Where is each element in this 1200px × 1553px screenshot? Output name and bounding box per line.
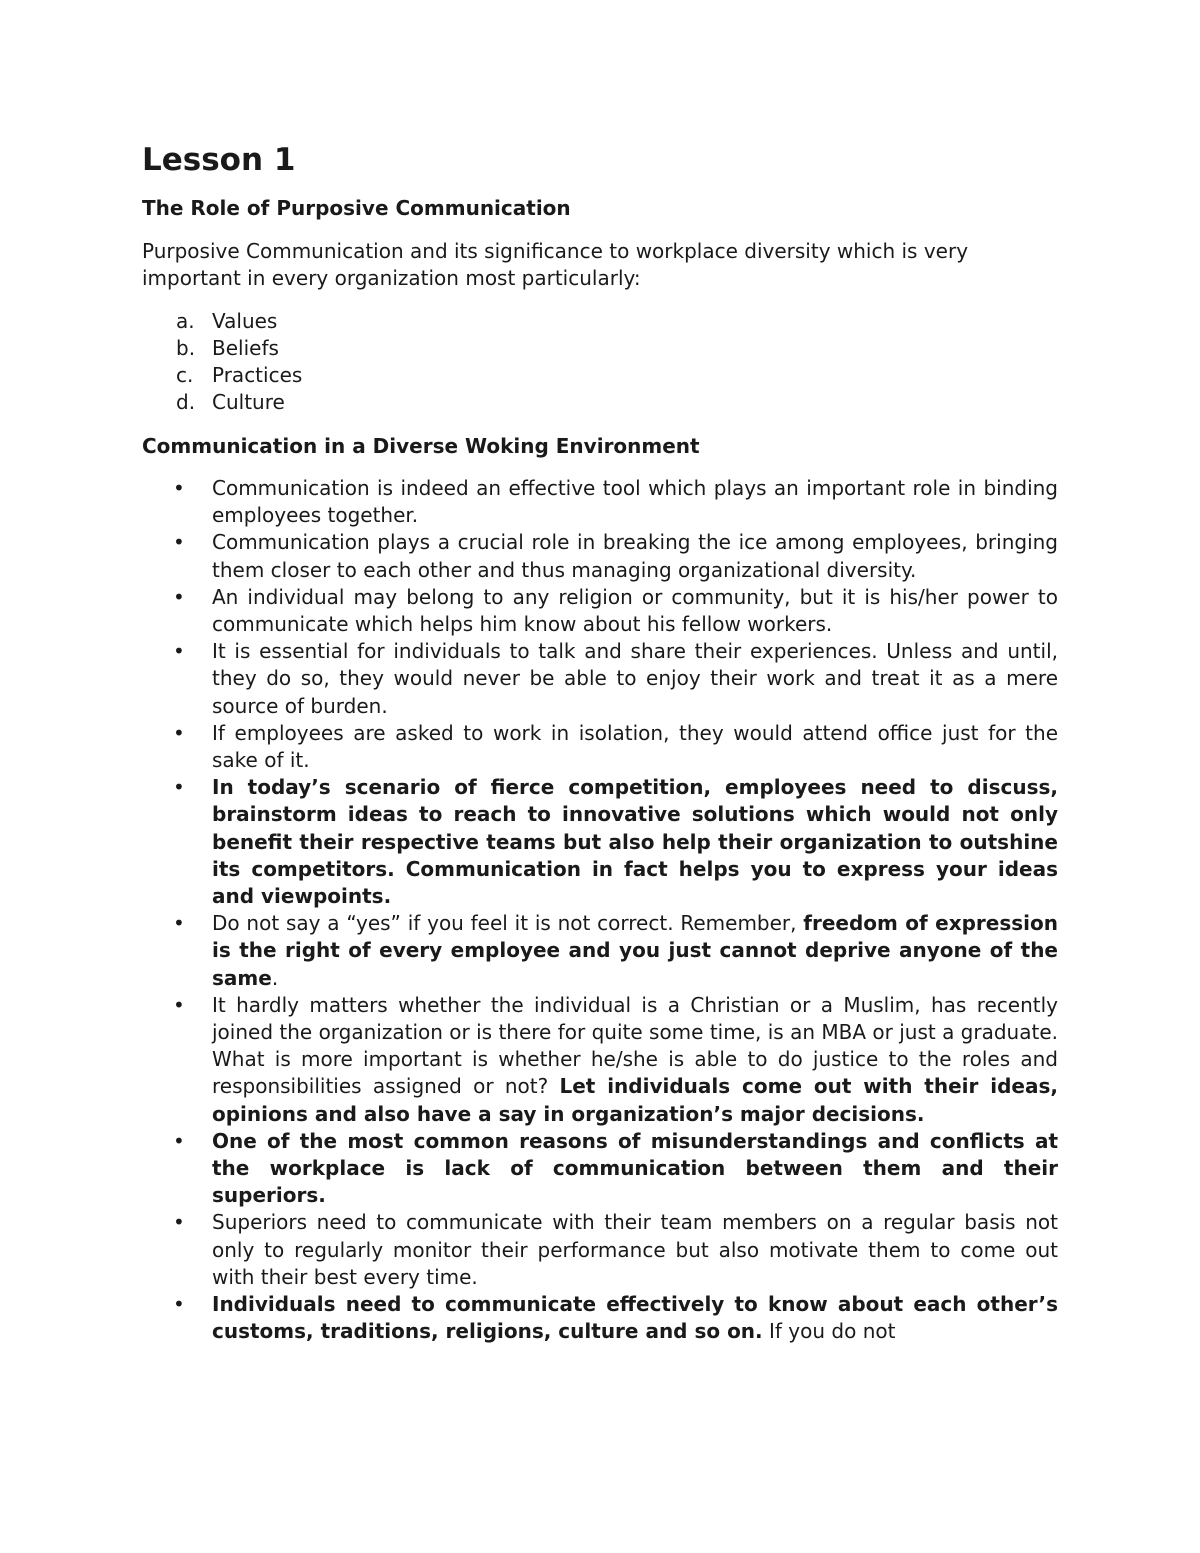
bullet-bold-text: freedom of expression is the right of every employee and you just cannot deprive anyone of the same xyxy=(212,911,1058,990)
bullet-item xyxy=(142,774,1058,910)
list-item xyxy=(142,308,302,335)
section-heading: Communication in a Diverse Woking Environment xyxy=(142,434,700,458)
list-item-text: Values xyxy=(212,309,278,333)
bullet-item xyxy=(142,1291,1058,1345)
bullet-bold-text: Individuals need to communicate effectively to know about each other’s customs, traditions, religions, culture and so on. xyxy=(212,1292,1058,1344)
bullet-item xyxy=(142,638,1058,720)
bullet-icon: • xyxy=(173,584,185,609)
bullet-icon: • xyxy=(173,775,185,800)
bullet-icon: • xyxy=(173,530,185,555)
bullet-item xyxy=(142,1209,1058,1291)
bullet-bold-text: Let individuals come out with their ideas, opinions and also have a say in organization’s major decisions. xyxy=(212,1074,1058,1126)
bullet-text: Do not say a “yes” if you feel it is not correct. Remember, xyxy=(212,911,804,936)
bullet-icon: • xyxy=(173,476,185,500)
lesson-subtitle: The Role of Purposive Communication xyxy=(142,196,571,220)
bullet-text: An individual may belong to any religion or community, but it is his/her power to communicate which helps him know about his fellow workers. xyxy=(212,584,1058,637)
bullet-list xyxy=(142,475,1058,1346)
list-marker: b. xyxy=(176,336,196,360)
list-item-text: Practices xyxy=(212,363,303,387)
bullet-icon: • xyxy=(173,720,185,745)
bullet-text: Superiors need to communicate with their team members on a regular basis not only to regularly monitor their performance but also motivate them to come out with their best every time. xyxy=(212,1210,1058,1289)
bullet-icon: • xyxy=(173,911,185,936)
bullet-text: If employees are asked to work in isolation, they would attend office just for the sake of it. xyxy=(212,720,1058,773)
intro-paragraph: Purposive Communication and its significance to workplace diversity which is very important in every organization most particularly: xyxy=(142,239,969,290)
bullet-icon: • xyxy=(173,1292,185,1317)
bullet-text: It hardly matters whether the individual is a Christian or a Muslim, has recently joined the organization or is there for quite some time, is an MBA or just a graduate. What is more important is whether he/she is able to do justice to the roles and responsibilities assigned or not? xyxy=(212,992,1058,1099)
bullet-icon: • xyxy=(173,992,185,1017)
bullet-icon: • xyxy=(173,1210,185,1235)
bullet-icon: • xyxy=(173,1128,185,1153)
bullet-text: It is essential for individuals to talk and share their experiences. Unless and until, they do so, they would never be able to enjoy their work and treat it as a mere source of burden. xyxy=(212,639,1058,718)
bullet-text: Communication is indeed an effective tool which plays an important role in binding employees together. xyxy=(212,476,1058,528)
bullet-item xyxy=(142,1128,1058,1210)
list-item-text: Beliefs xyxy=(212,336,279,360)
list-item xyxy=(142,335,302,362)
list-item xyxy=(142,389,302,416)
bullet-item xyxy=(142,910,1058,992)
list-marker: c. xyxy=(176,363,194,387)
bullet-item xyxy=(142,992,1058,1128)
lettered-list xyxy=(142,308,302,416)
bullet-item xyxy=(142,475,1058,529)
bullet-tail-text: . xyxy=(271,965,279,990)
bullet-bold-text: One of the most common reasons of misunderstandings and conflicts at the workplace is lack of communication between them and their superiors. xyxy=(212,1128,1058,1208)
bullet-item xyxy=(142,720,1058,774)
bullet-item xyxy=(142,584,1058,638)
list-item xyxy=(142,362,302,389)
bullet-icon: • xyxy=(173,639,185,664)
list-marker: d. xyxy=(176,390,196,414)
bullet-item xyxy=(142,529,1058,583)
list-marker: a. xyxy=(176,309,195,333)
bullet-bold-text: In today’s scenario of fierce competition, employees need to discuss, brainstorm ideas to reach to innovative solutions which would not only benefit their respective teams but also help their organization to outshine its competitors. Communication in fact helps you to express your ideas and viewpoints. xyxy=(212,775,1058,909)
bullet-text: Communication plays a crucial role in breaking the ice among employees, bringing them closer to each other and thus managing organizational diversity. xyxy=(212,530,1058,582)
list-item-text: Culture xyxy=(212,390,285,414)
lesson-title: Lesson 1 xyxy=(142,142,296,178)
bullet-tail-text: If you do not xyxy=(762,1319,896,1344)
